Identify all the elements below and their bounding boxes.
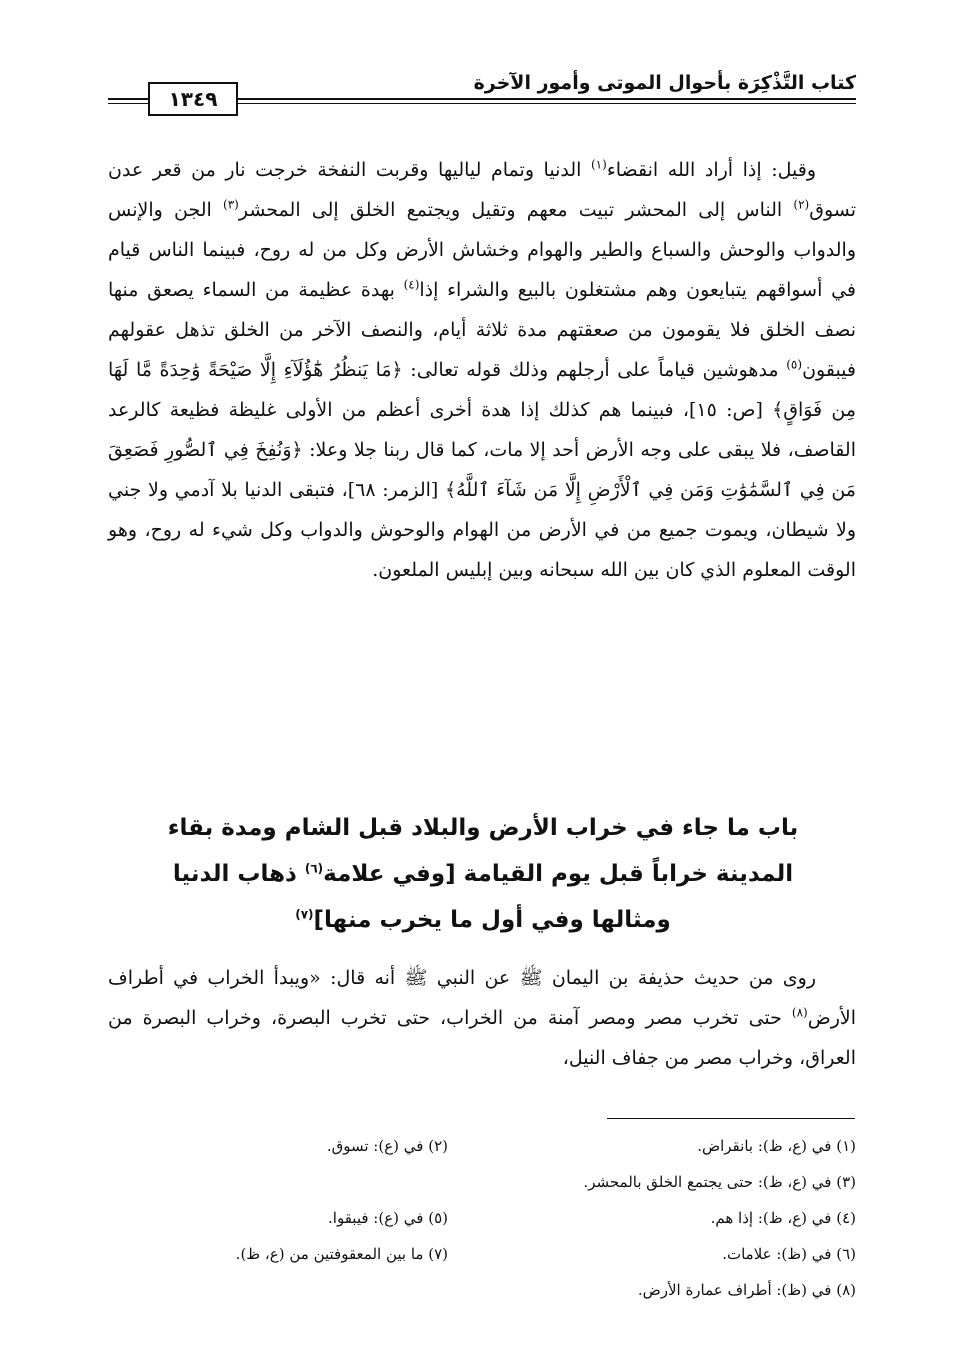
footnote-1: (١) في (ع، ظ): بانقراض.: [697, 1137, 856, 1155]
heading-text: [130, 805, 836, 943]
footnote-separator: [607, 1118, 855, 1119]
text-run: وقيل: إذا أراد الله انقضاء: [606, 159, 816, 181]
text-run: الجن والإنس والدواب والوحش والسباع والطير والهوام وخشاش الأرض وكل من له روح، فبينما الناس قيام في أسواقهم يتبايعون وهم مشتغلون بالبيع والشراء إذا: [108, 199, 856, 301]
text-run: حتى تخرب مصر ومصر آمنة من الخراب، حتى تخرب البصرة، وخراب البصرة من العراق، وخراب مصر من جفاف النيل،: [108, 1007, 856, 1069]
footnote-ref-5: (٥): [786, 357, 803, 372]
footnote-ref-6: (٦): [304, 861, 324, 876]
hadith-paragraph: [108, 958, 856, 1078]
heading-run: باب ما جاء في خراب الأرض والبلاد قبل الشام ومدة بقاء المدينة خراباً قبل يوم القيامة [وفي علامة: [167, 815, 799, 887]
text-run: مدهوشين قياماً على أرجلهم وذلك قوله تعالى:: [402, 359, 787, 381]
footnote-row: [108, 1272, 856, 1308]
section-heading: [130, 805, 836, 943]
footnote-ref-3: (٣): [223, 197, 239, 212]
quran-verse: ﴿وَنُفِخَ فِي ٱلصُّورِ فَصَعِقَ مَن فِي ٱلسَّمَٰوَٰتِ وَمَن فِي ٱلْأَرْضِ إِلَّا مَن شَآءَ ٱللَّهُ﴾: [108, 439, 856, 501]
footnote-row: [108, 1128, 856, 1164]
page-number: ١٣٤٩: [148, 82, 238, 116]
text-run: روى من حديث حذيفة بن اليمان ﷺ عن النبي ﷺ أنه قال: «ويبدأ الخراب في أطراف الأرض: [108, 967, 856, 1029]
footnote-3: (٣) في (ع، ظ): حتى يجتمع الخلق بالمحشر.: [583, 1173, 856, 1191]
footnote-row: [108, 1200, 856, 1236]
text-run: [ص: ١٥]، فبينما هم كذلك إذا هدة أخرى أعظم من الأولى غليظة فظيعة كالرعد القاصف، فلا يبقى على وجه الأرض أحد إلا مات، كما قال ربنا جلا وعلا:: [108, 399, 856, 461]
text-run: [الزمر: ٦٨]، فتبقى الدنيا بلا آدمي ولا جني ولا شيطان، ويموت جميع من في الأرض من الهوام والوحوش والدواب وكل شيء له روح، وهو الوقت المعلوم الذي كان بين الله سبحانه وبين إبليس الملعون.: [108, 479, 856, 581]
running-title: كتاب التَّذْكِرَة بأحوال الموتى وأمور الآخرة: [473, 72, 856, 94]
footnote-7: (٧) ما بين المعقوفتين من (ع، ظ).: [235, 1245, 448, 1263]
page-header: [108, 72, 856, 116]
footnote-ref-1: (١): [590, 157, 607, 172]
text-run: بهدة عظيمة من السماء يصعق منها نصف الخلق فلا يقومون من صعقتهم مدة ثلاثة أيام، والنصف الآخر من الخلق تذهل عقولهم فيبقون: [108, 279, 856, 381]
paragraph-1: [108, 150, 856, 590]
footnote-row: [108, 1164, 856, 1200]
footnote-row: [108, 1236, 856, 1272]
footnote-ref-7: (٧): [295, 907, 314, 922]
footnote-5: (٥) في (ع): فيبقوا.: [328, 1209, 448, 1227]
footnote-2: (٢) في (ع): تسوق.: [326, 1137, 448, 1155]
footnote-ref-2: (٢): [793, 197, 810, 212]
footnotes: [108, 1128, 856, 1308]
footnote-8: (٨) في (ظ): أطراف عمارة الأرض.: [637, 1281, 856, 1299]
text-run: الناس إلى المحشر تبيت معهم وتقيل ويجتمع الخلق إلى المحشر: [238, 199, 794, 221]
heading-run: ذهاب الدنيا ومثالها وفي أول ما يخرب منها]: [172, 861, 671, 933]
main-paragraph: [108, 150, 856, 590]
footnote-ref-4: (٤): [403, 277, 420, 292]
footnote-6: (٦) في (ظ): علامات.: [722, 1245, 856, 1263]
paragraph-2: [108, 958, 856, 1078]
footnote-ref-8: (٨): [791, 1005, 808, 1020]
quran-verse: ﴿مَا يَنظُرُ هَٰٓؤُلَآءِ إِلَّا صَيْحَةً وَٰحِدَةً مَّا لَهَا مِن فَوَاقٍ﴾: [108, 359, 856, 421]
footnote-4: (٤) في (ع، ظ): إذا هم.: [710, 1209, 856, 1227]
text-run: الدنيا وتمام لياليها وقربت النفخة خرجت نار من قعر عدن تسوق: [108, 159, 856, 221]
